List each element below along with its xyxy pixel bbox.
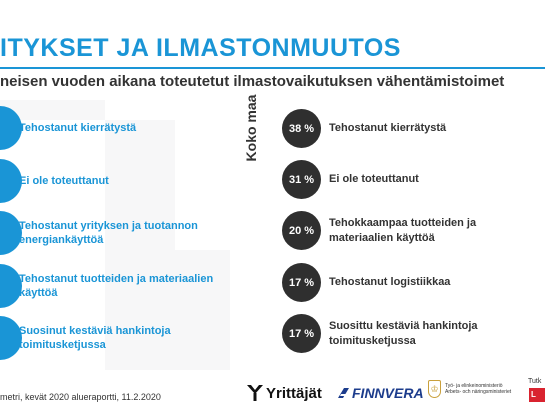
left-item-label: Tehostanut tuotteiden ja materiaalien käyttöä (19, 272, 214, 299)
finnvera-logo-icon (336, 386, 350, 400)
percent-circle: 17 % (282, 263, 321, 302)
partner-logo-red (529, 388, 545, 402)
percent-circle: 38 % (282, 109, 321, 148)
right-item-label: Tehostanut logistiikkaa (329, 276, 451, 289)
yrittajat-logo (246, 382, 322, 404)
partner-logo-letter: L (531, 390, 536, 399)
right-list-item (282, 211, 542, 255)
right-item-label: Tehokkaampaa tuotteiden ja materiaalien käyttöä (329, 217, 477, 244)
yrittajat-logo-icon (246, 384, 264, 402)
finnvera-logo (336, 382, 424, 404)
left-list-item (0, 159, 240, 203)
yrittajat-logo-text: Yrittäjät (266, 384, 322, 402)
left-item-label: Ei ole toteuttanut (19, 174, 109, 187)
ministry-crest-icon: ♔ (428, 380, 441, 398)
right-list-item (282, 263, 542, 307)
partner-text: Tutk (528, 378, 542, 385)
right-list-item (282, 314, 542, 358)
region-side-label: Koko maa (243, 94, 259, 162)
left-item-label: Tehostanut yrityksen ja tuotannon energiankäyttöä (19, 219, 198, 246)
title-underline (0, 67, 545, 69)
right-list-item (282, 160, 542, 204)
percent-circle: 31 % (282, 160, 321, 199)
finnvera-logo-text: FINNVERA (352, 385, 424, 401)
ministry-name-sv: Arbets- och näringsministeriet (445, 389, 512, 395)
ministry-name-fi: Työ- ja elinkeinoministeriö (445, 382, 503, 389)
right-item-label: Tehostanut kierrätystä (329, 122, 447, 135)
ministry-logo (428, 380, 511, 398)
left-item-label: Suosinut kestäviä hankintoja toimitusketjussa (19, 324, 171, 351)
percent-circle: 17 % (282, 314, 321, 353)
left-list-item (0, 211, 240, 255)
left-list-item (0, 106, 240, 150)
percent-circle: 20 % (282, 211, 321, 250)
left-list-item (0, 316, 240, 360)
right-item-label: Ei ole toteuttanut (329, 173, 419, 186)
page-title: ITYKSET JA ILMASTONMUUTOS (0, 34, 401, 62)
left-list-item (0, 264, 240, 308)
right-item-label: Suosittu kestäviä hankintoja toimitusketjussa (329, 320, 478, 347)
source-footnote: metri, kevät 2020 alueraportti, 11.2.2020 (0, 392, 161, 402)
page-subtitle: neisen vuoden aikana toteutetut ilmastovaikutuksen vähentämistoimet (0, 73, 505, 90)
left-item-label: Tehostanut kierrätystä (19, 121, 137, 134)
right-list-item (282, 109, 542, 153)
